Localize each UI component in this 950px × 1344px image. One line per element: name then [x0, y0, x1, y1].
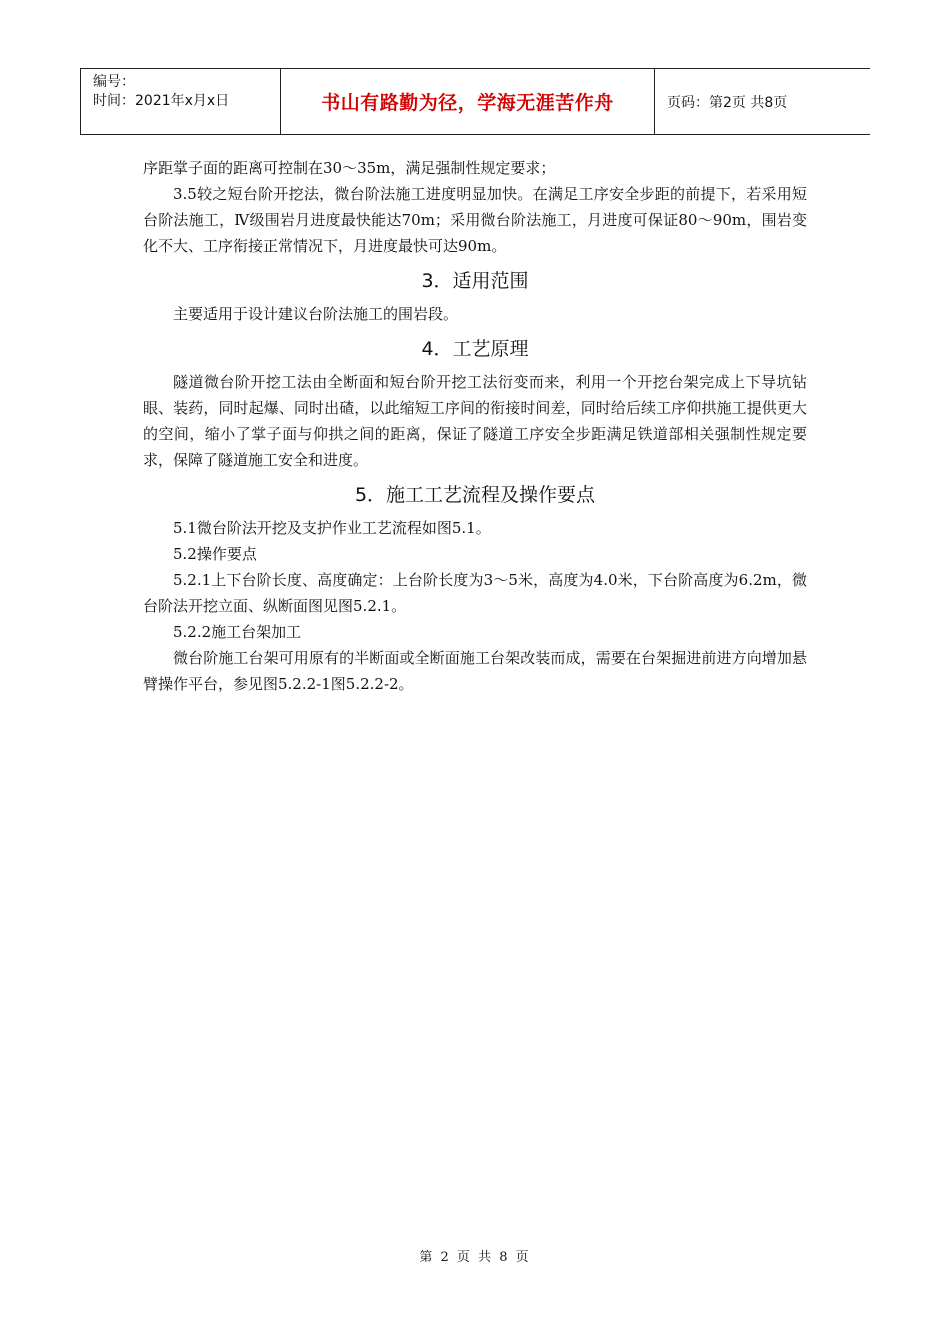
paragraph-5-1: 5.1微台阶法开挖及支护作业工艺流程如图5.1。: [173, 519, 491, 537]
paragraph-5-2-2: 5.2.2施工台架加工: [173, 623, 302, 641]
page-footer: 第 2 页 共 8 页: [419, 1250, 531, 1265]
header-motto: 书山有路勤为径，学海无涯苦作舟: [281, 69, 655, 134]
heading-principle: 4．工艺原理: [421, 338, 529, 360]
document-number-label: 编号：: [93, 74, 135, 90]
page-header: [80, 68, 870, 135]
header-page-info: 页码：第2页 共8页: [667, 94, 788, 111]
paragraph-5-2-2-body: 微台阶施工台架可用原有的半断面或全断面施工台架改装而成，需要在台架掘进前进方向增加悬臂操作平台，参见图5.2.2-1图5.2.2-2。: [143, 649, 807, 693]
paragraph-5-2: 5.2操作要点: [173, 545, 257, 563]
header-meta: [80, 69, 281, 134]
paragraph-5-2-1: 5.2.1上下台阶长度、高度确定：上台阶长度为3～5米，高度为4.0米，下台阶高度为6.2m，微台阶法开挖立面、纵断面图见图5.2.1。: [143, 571, 807, 615]
paragraph-continuation: 序距掌子面的距离可控制在30～35m，满足强制性规定要求；: [143, 159, 556, 177]
paragraph-scope: 主要适用于设计建议台阶法施工的围岩段。: [173, 305, 459, 323]
heading-process: 5．施工工艺流程及操作要点: [354, 484, 596, 506]
heading-scope: 3．适用范围: [421, 270, 529, 292]
paragraph-3-5: 3.5较之短台阶开挖法，微台阶法施工进度明显加快。在满足工序安全步距的前提下，若采用短台阶法施工，Ⅳ级围岩月进度最快能达70m；采用微台阶法施工，月进度可保证80～90m，围岩变化不大、工序衔接正常情况下，月进度最快可达90m。: [143, 185, 807, 255]
document-body: [143, 155, 807, 697]
paragraph-principle: 隧道微台阶开挖工法由全断面和短台阶开挖工法衍变而来，利用一个开挖台架完成上下导坑钻眼、装药，同时起爆、同时出碴，以此缩短工序间的衔接时间差，同时给后续工序仰拱施工提供更大的空间，缩小了掌子面与仰拱之间的距离，保证了隧道工序安全步距满足铁道部相关强制性规定要求，保障了隧道施工安全和进度。: [143, 373, 807, 469]
document-date: 时间：2021年x月x日: [93, 93, 230, 109]
